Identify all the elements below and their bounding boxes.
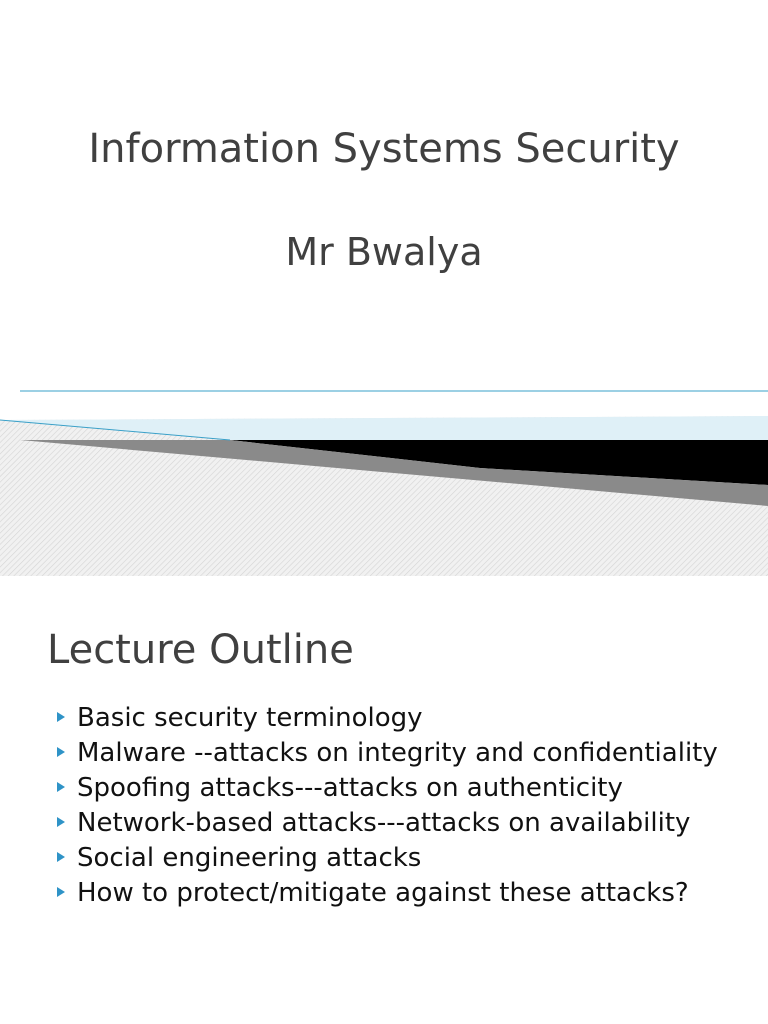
triangle-bullet-icon	[57, 747, 65, 757]
list-item	[55, 703, 755, 734]
list-item	[55, 808, 755, 839]
list-item	[55, 878, 755, 909]
triangle-bullet-icon	[57, 817, 65, 827]
triangle-bullet-icon	[57, 887, 65, 897]
bullet-text: Social engineering attacks	[77, 843, 422, 873]
decorative-band-graphic	[0, 380, 768, 576]
presenter-name: Mr Bwalya	[285, 230, 483, 274]
list-item	[55, 773, 755, 804]
outline-title: Lecture Outline	[47, 627, 354, 673]
list-item	[55, 738, 755, 769]
triangle-bullet-icon	[57, 782, 65, 792]
presentation-title: Information Systems Security	[88, 126, 680, 172]
bullet-text: Malware --attacks on integrity and confidentiality	[77, 738, 718, 768]
bullet-text: Network-based attacks---attacks on availability	[77, 808, 691, 838]
bullet-text: Basic security terminology	[77, 703, 423, 733]
bullet-text: Spoofing attacks---attacks on authenticity	[77, 773, 623, 803]
outline-slide	[0, 576, 768, 1024]
list-item	[55, 843, 755, 874]
outline-bullet-list	[55, 703, 755, 913]
triangle-bullet-icon	[57, 852, 65, 862]
triangle-bullet-icon	[57, 712, 65, 722]
bullet-text: How to protect/mitigate against these attacks?	[77, 878, 689, 908]
